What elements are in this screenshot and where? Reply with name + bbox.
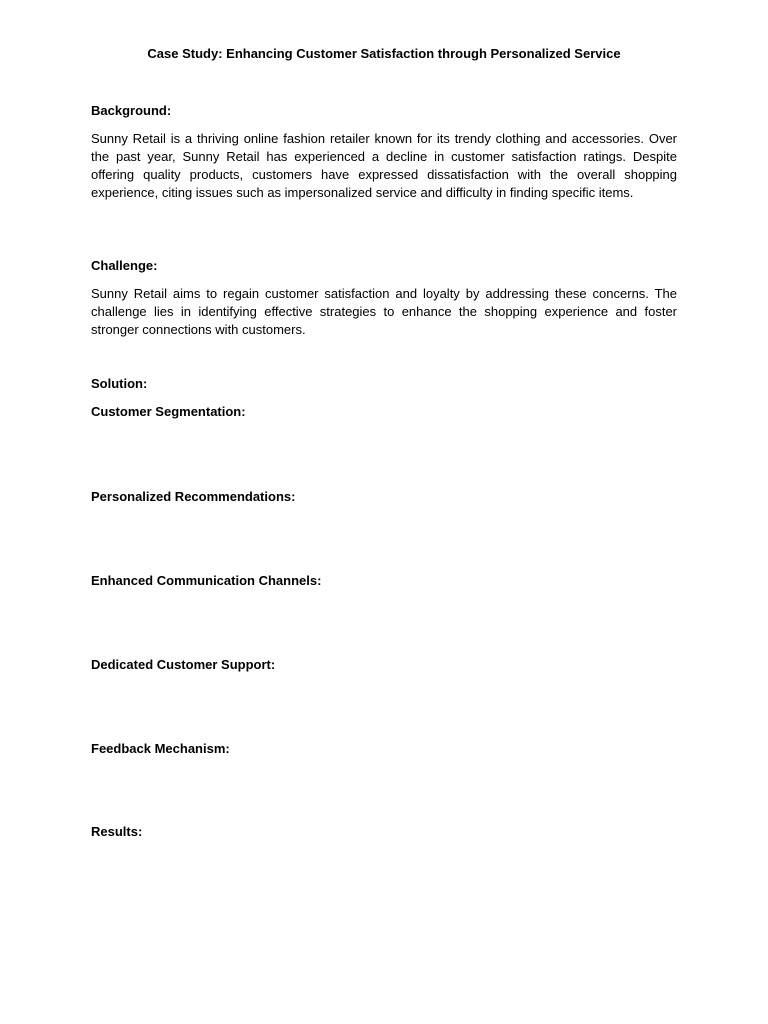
results-heading: Results:	[91, 824, 143, 839]
feedback-mechanism-heading: Feedback Mechanism:	[91, 741, 230, 756]
enhanced-communication-heading: Enhanced Communication Channels:	[91, 573, 322, 588]
customer-segmentation-heading: Customer Segmentation:	[91, 404, 246, 419]
background-paragraph: Sunny Retail is a thriving online fashion retailer known for its trendy clothing and accessories. Over the past year, Sunny Retail has experienced a decline in customer satisfaction ratings. Despite offering quality products, customers have expressed dissatisfaction with the overall shopping experience, citing issues such as impersonalized service and difficulty in finding specific items.	[91, 131, 677, 200]
document-title: Case Study: Enhancing Customer Satisfaction through Personalized Service	[147, 46, 621, 61]
background-heading: Background:	[91, 103, 172, 118]
challenge-heading: Challenge:	[91, 258, 158, 273]
challenge-paragraph: Sunny Retail aims to regain customer satisfaction and loyalty by addressing these concerns. The challenge lies in identifying effective strategies to enhance the shopping experience and foster stronger connections with customers.	[91, 286, 677, 337]
solution-heading: Solution:	[91, 376, 148, 391]
dedicated-support-heading: Dedicated Customer Support:	[91, 657, 276, 672]
personalized-recommendations-heading: Personalized Recommendations:	[91, 489, 296, 504]
